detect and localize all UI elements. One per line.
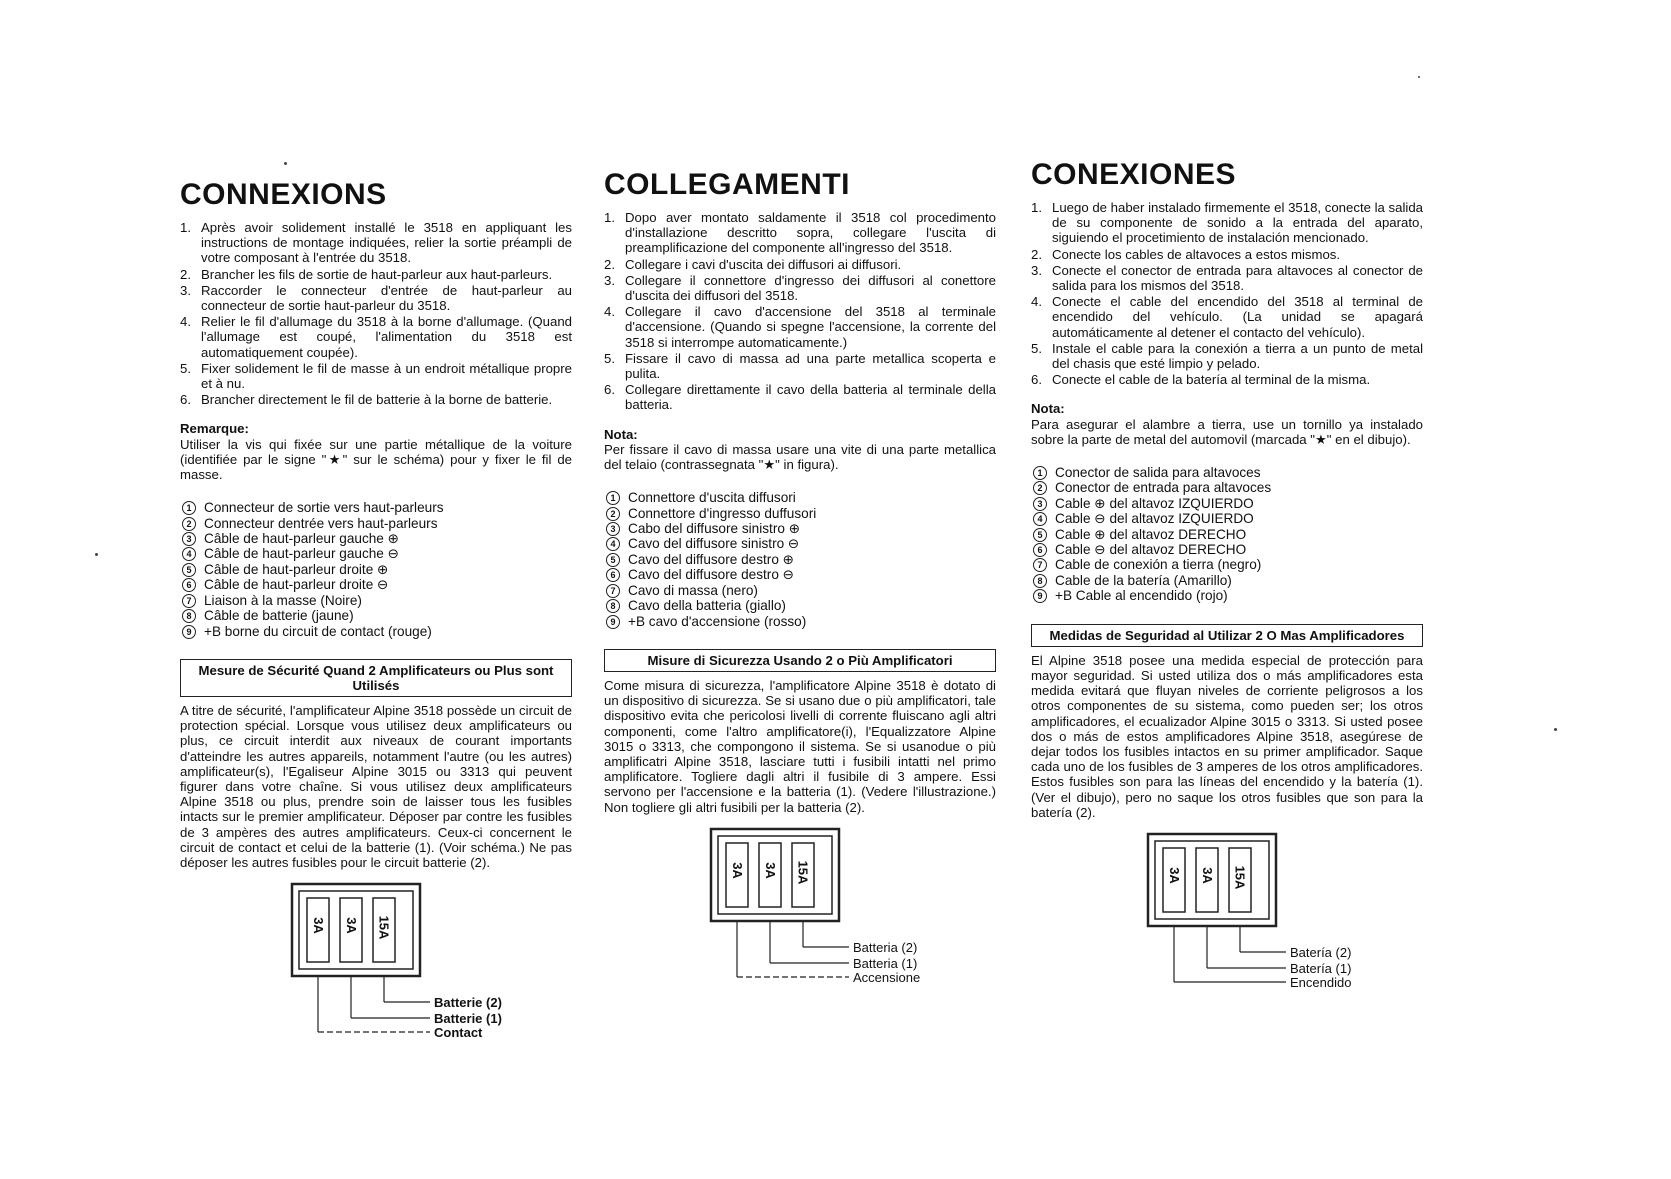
steps-list [1031,200,1423,387]
legend-text: +B Cable al encendido (rojo) [1055,588,1228,604]
step-number: 2. [1031,246,1042,262]
fuse-rating: 3A [1166,867,1182,884]
legend-item [604,583,996,598]
legend-list [1031,465,1423,604]
legend-text: Câble de haut-parleur droite ⊕ [204,561,389,577]
step-text: Après avoir solidement installé le 3518 en appliquant les instructions de montage indiquées, relier la sortie préampli de votre composant à l'entrée du 3518. [201,220,572,266]
step-text: Collegare il connettore d'ingresso dei diffusori al conettore d'uscita dei diffusori del 3518. [625,272,996,304]
step-number: 5. [604,350,615,366]
legend-item [1031,480,1423,495]
steps-list [180,220,572,407]
legend-item [604,567,996,582]
legend-item [180,577,572,592]
number-circle: 5 [606,553,620,567]
number-circle: 4 [606,537,620,551]
fuse-rating: 3A [343,917,359,934]
note-heading: Nota: [1031,401,1065,417]
number-circle: 3 [606,522,620,536]
step-text: Fixer solidement le fil de masse à un endroit métallique propre et à nu. [201,360,572,392]
fuse-line-label: Batterie (2) [434,995,502,1011]
note-heading: Nota: [604,426,638,442]
safety-text: Come misura di sicurezza, l'amplificatore Alpine 3518 è dotato di un dispositivo di sicurezza. Se si usano due o più amplificatori, tale dispositivo evita che pericolosi livelli di corrente fluiscano agli altri componenti, come l'altro amplificatore(i), l'Equalizzatore Alpine 3015 o 3313, che compongono il sistema. Se si usanodue o più amplificatri Alpine 3518, lasciare tutti i fusibili intatti nel primo amplificatore. Togliere dagli altri il fusibile di 3 ampere. Essi servono per l'accensione e la batteria (1). (Vedere l'illustrazione.) Non togliere gli altri fusibili per la batteria (2). [604,677,996,815]
legend-item [180,593,572,608]
number-circle: 1 [606,491,620,505]
safety-box-title: Medidas de Seguridad al Utilizar 2 O Mas Amplificadores [1031,624,1423,647]
fuse-line-label: Encendido [1290,974,1352,990]
legend-item [180,516,572,531]
column-spanish [1031,158,1423,992]
step-number: 6. [180,392,191,408]
legend-text: Cable de la batería (Amarillo) [1055,572,1232,588]
step-item [1031,294,1423,340]
number-circle: 7 [606,584,620,598]
legend-item [1031,542,1423,557]
fuse-line-label: Batería (1) [1290,960,1352,976]
legend-text: Connettore d'uscita diffusori [628,490,796,506]
step-text: Relier le fil d'allumage du 3518 à la borne d'allumage. (Quand l'allumage est coupé, l'alimentation du 3518 est automatiquement coupée). [201,314,572,360]
safety-text: El Alpine 3518 posee una medida especial de protección para mayor seguridad. Si usted utiliza dos o más amplificadores esta medida evitará que fluyan niveles de corriente peligrosos a los otros componentes de su sistema, como pueden ser; los otros amplificadores, el ecualizador Alpine 3015 o 3313. Si usted posee dos o más de estos amplificadores Alpine 3518, asegúrese de dejar todos los fusibles intactos en su primer amplificador. Saque cada uno de los fusibles de 3 amperes de los otros amplificadores. Estos fusibles son para las líneas del encendido y la batería (1). (Ver el dibujo), pero no saque los otros fusibles que son para la batería (2). [1031,652,1423,820]
note-text: Para asegurar el alambre a tierra, use un tornillo ya instalado sobre la parte de metal del automovil (marcada "★" en el dibujo). [1031,416,1423,447]
legend-item [180,608,572,623]
legend-text: Connecteur de sortie vers haut-parleurs [204,500,444,516]
number-circle: 1 [182,501,196,515]
step-item [180,220,572,266]
legend-item [180,546,572,561]
number-circle: 6 [182,578,196,592]
legend-list [180,500,572,639]
number-circle: 2 [1033,481,1047,495]
note [180,421,572,482]
legend-item [604,490,996,505]
number-circle: 2 [182,517,196,531]
steps-list [604,210,996,413]
fuse-line-label: Batteria (1) [853,955,918,971]
step-item [604,273,996,303]
step-number: 2. [604,256,615,272]
legend-text: +B borne du circuit de contact (rouge) [204,623,432,639]
step-item [180,361,572,391]
legend-text: Cable ⊖ del altavoz DERECHO [1055,542,1247,558]
legend-text: Conector de entrada para altavoces [1055,480,1272,496]
step-number: 6. [604,382,615,398]
column-italian [604,168,996,987]
step-number: 5. [180,360,191,376]
note [1031,401,1423,447]
step-text: Dopo aver montato saldamente il 3518 col procedimento d'installazione descritto sopra, collegare l'uscita di preamplificazione del componente all'ingresso del 3518. [625,210,996,256]
legend-item [604,536,996,551]
safety-text: A titre de sécurité, l'amplificateur Alpine 3518 possède un circuit de protection spécial. Lorsque vous utilisez deux amplificateurs ou plus, ce circuit interdit aux niveaux de courant importants d'atteindre les autres appareils, notamment l'autre (ou les autres) amplificateur(s), l'Egaliseur Alpine 3015 ou 3313 qui peuvent figurer dans votre chaîne. Si vous utilisez deux amplificateurs Alpine 3518 ou plus, prendre soin de laisser tous les fusibles intacts sur le premier amplificateur. Déposer par contre les fusibles de 3 ampères des autres amplificateurs. Ceux-ci concernent le circuit de contact et celui de la batterie (1). (Voir schéma.) Ne pas déposer les autres fusibles pour le circuit batterie (2). [180,702,572,870]
legend-item [1031,557,1423,572]
fuse-rating: 3A [762,861,778,879]
column-french [180,178,572,1042]
step-item [1031,200,1423,246]
fuse-block-drawing [290,882,430,1042]
step-number: 1. [180,220,191,235]
step-text: Conecte el cable de la batería al terminal de la misma. [1052,372,1371,388]
number-circle: 5 [1033,528,1047,542]
step-number: 3. [604,272,615,288]
number-circle: 2 [606,507,620,521]
legend-text: Câble de batterie (jaune) [204,608,354,624]
fuse-rating: 15A [1232,865,1248,890]
number-circle: 8 [606,599,620,613]
fuse-line-label: Accensione [853,969,921,985]
fuse-diagram [290,882,572,1042]
step-item [180,314,572,360]
number-circle: 4 [182,547,196,561]
fuse-rating: 15A [795,860,811,885]
legend-text: Cable de conexión a tierra (negro) [1055,557,1262,573]
step-item [180,283,572,313]
legend-item [180,531,572,546]
step-text: Fissare il cavo di massa ad una parte metallica scoperta e pulita. [625,350,996,382]
step-text: Brancher les fils de sortie de haut-parleur aux haut-parleurs. [201,266,553,282]
number-circle: 4 [1033,512,1047,526]
legend-item [604,614,996,629]
step-text: Collegare il cavo d'accensione del 3518 al terminale d'accensione. (Quando si spegne l'accensione, la corrente del 3518 si interrompe automaticamente.) [625,304,996,350]
legend-item [1031,496,1423,511]
step-item [180,392,572,407]
legend-item [180,624,572,639]
scan-speck [1418,76,1420,78]
number-circle: 7 [1033,558,1047,572]
step-number: 5. [1031,340,1042,356]
number-circle: 1 [1033,466,1047,480]
legend-item [604,521,996,536]
legend-text: Cavo di massa (nero) [628,582,758,598]
step-item [604,257,996,272]
safety-box-title: Misure di Sicurezza Usando 2 o Più Amplificatori [604,649,996,672]
note-text: Per fissare il cavo di massa usare una vite di una parte metallica del telaio (contrassegnata "★" in figura). [604,441,996,473]
step-number: 4. [180,314,191,330]
fuse-rating: 3A [310,917,326,934]
scan-speck [284,162,287,165]
fuse-rating: 3A [729,861,745,879]
step-number: 2. [180,266,191,282]
step-number: 3. [1031,262,1042,278]
step-number: 1. [1031,200,1042,215]
step-text: Luego de haber instalado firmemente el 3518, conecte la salida de su componente de sonido a la entrada del aparato, siguiendo el procetimiento de instalación mencionado. [1052,200,1423,246]
number-circle: 9 [182,625,196,639]
fuse-diagram [1146,832,1423,992]
legend-text: Cable ⊕ del altavoz DERECHO [1055,526,1247,542]
step-item [1031,372,1423,387]
legend-item [1031,465,1423,480]
fuse-rating: 15A [376,915,392,940]
legend-text: Cavo della batteria (giallo) [628,598,786,614]
step-text: Instale el cable para la conexión a tierra a un punto de metal del chasis que esté limpio y pelado. [1052,340,1423,372]
fuse-block-drawing [709,827,849,987]
legend-text: Câble de haut-parleur gauche ⊖ [204,546,400,562]
legend-text: Connettore d'ingresso duffusori [628,505,817,521]
legend-text: Câble de haut-parleur droite ⊖ [204,577,389,593]
step-number: 4. [604,304,615,320]
scan-speck [1554,728,1557,731]
step-item [1031,341,1423,371]
step-text: Collegare direttamente il cavo della batteria al terminale della batteria. [625,382,996,413]
number-circle: 3 [1033,497,1047,511]
number-circle: 8 [1033,574,1047,588]
step-item [180,267,572,282]
fuse-block-drawing [1146,832,1286,992]
step-item [604,382,996,412]
fuse-line-label: Batteria (2) [853,939,918,955]
number-circle: 9 [1033,589,1047,603]
step-item [1031,247,1423,262]
step-text: Brancher directement le fil de batterie à la borne de batterie. [201,392,553,408]
legend-item [604,506,996,521]
step-text: Conecte los cables de altavoces a estos mismos. [1052,246,1341,262]
legend-text: Conector de salida para altavoces [1055,465,1261,481]
step-text: Collegare i cavi d'uscita dei diffusori ai diffusori. [625,256,902,272]
note [604,427,996,473]
step-item [604,351,996,381]
number-circle: 3 [182,532,196,546]
legend-text: Cavo del diffusore destro ⊖ [628,567,795,583]
fuse-line-label: Batería (2) [1290,944,1352,960]
legend-item [180,562,572,577]
section-title: COLLEGAMENTI [604,168,850,201]
legend-text: Cable ⊕ del altavoz IZQUIERDO [1055,495,1254,511]
step-text: Raccorder le connecteur d'entrée de haut-parleur au connecteur de sortie haut-parleur du 3518. [201,282,572,314]
legend-text: Cable ⊖ del altavoz IZQUIERDO [1055,511,1254,527]
step-number: 1. [604,210,615,225]
section-title: CONNEXIONS [180,178,387,211]
step-item [604,210,996,256]
legend-item [604,552,996,567]
step-text: Conecte el conector de entrada para altavoces al conector de salida para los mismos del 3518. [1052,262,1423,294]
fuse-diagram [709,827,996,987]
note-text: Utiliser la vis qui fixée sur une partie métallique de la voiture (identifiée par le signe "★" sur le schéma) pour y fixer le fil de masse. [180,436,572,483]
step-item [604,304,996,350]
legend-text: Cavo del diffusore sinistro ⊖ [628,536,800,552]
legend-text: Cavo del diffusore destro ⊕ [628,551,795,567]
legend-item [180,500,572,515]
legend-text: Câble de haut-parleur gauche ⊕ [204,531,400,547]
number-circle: 6 [1033,543,1047,557]
step-item [1031,263,1423,293]
legend-item [1031,588,1423,603]
scan-speck [95,553,98,556]
step-number: 3. [180,282,191,298]
fuse-line-label: Contact [434,1025,483,1041]
legend-text: Liaison à la masse (Noire) [204,592,362,608]
number-circle: 9 [606,615,620,629]
step-number: 6. [1031,372,1042,388]
legend-list [604,490,996,629]
legend-item [1031,573,1423,588]
legend-item [1031,511,1423,526]
step-text: Conecte el cable del encendido del 3518 al terminal de encendido del vehículo. (La unidad se apagará automáticamente al detener el contacto del vehículo). [1052,294,1423,340]
section-title: CONEXIONES [1031,158,1237,191]
fuse-rating: 3A [1199,867,1215,884]
legend-text: +B cavo d'accensione (rosso) [628,613,807,629]
safety-box-title: Mesure de Sécurité Quand 2 Amplificateurs ou Plus sont Utilisés [180,659,572,697]
number-circle: 8 [182,609,196,623]
note-heading: Remarque: [180,421,249,437]
legend-text: Connecteur dentrée vers haut-parleurs [204,515,438,531]
number-circle: 6 [606,568,620,582]
step-number: 4. [1031,294,1042,310]
legend-item [604,598,996,613]
legend-item [1031,527,1423,542]
legend-text: Cabo del diffusore sinistro ⊕ [628,521,801,537]
number-circle: 7 [182,594,196,608]
number-circle: 5 [182,563,196,577]
fuse-line-label: Batterie (1) [434,1011,502,1027]
